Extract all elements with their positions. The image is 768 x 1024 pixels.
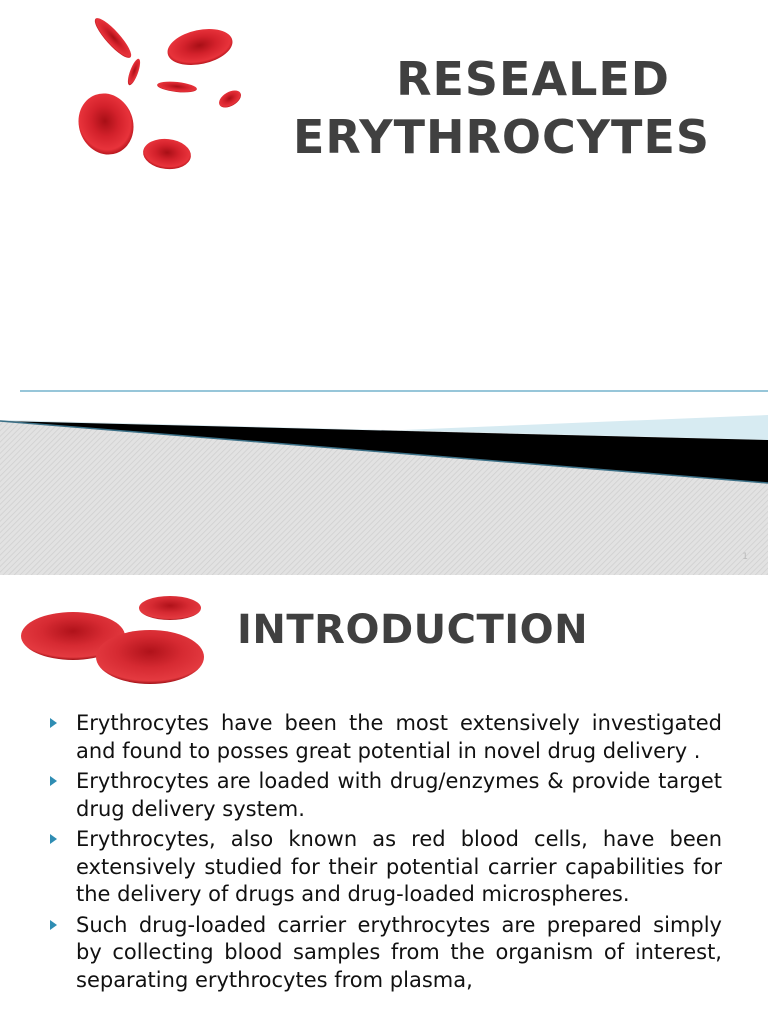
triangle-bullet-icon: [50, 776, 57, 786]
title-line-1: RESEALED: [396, 52, 670, 106]
bullet-text: Such drug-loaded carrier erythrocytes are prepared simply by collecting blood samples from the organism of interest, separating erythrocytes from plasma,: [76, 912, 722, 992]
red-blood-cells-image: [0, 0, 260, 190]
list-item: [48, 768, 722, 823]
slide-title: [270, 50, 710, 166]
slide-heading: INTRODUCTION: [237, 607, 589, 653]
bullet-list: [48, 710, 722, 997]
list-item: [48, 710, 722, 765]
bullet-text: Erythrocytes are loaded with drug/enzymes & provide target drug delivery system.: [76, 769, 722, 821]
decorative-swoosh: [0, 385, 768, 575]
triangle-bullet-icon: [50, 920, 57, 930]
triangle-bullet-icon: [50, 834, 57, 844]
page-number: 1: [742, 552, 748, 562]
bullet-text: Erythrocytes, also known as red blood cells, have been extensively studied for their potential carrier capabilities for the delivery of drugs and drug-loaded microspheres.: [76, 827, 722, 906]
list-item: [48, 912, 722, 995]
triangle-bullet-icon: [50, 718, 57, 728]
red-blood-cells-image: [0, 583, 230, 703]
bullet-text: Erythrocytes have been the most extensively investigated and found to posses great potential in novel drug delivery .: [76, 711, 722, 763]
slide-separator: [0, 575, 768, 583]
title-line-2: ERYTHROCYTES: [292, 110, 710, 164]
list-item: [48, 826, 722, 909]
